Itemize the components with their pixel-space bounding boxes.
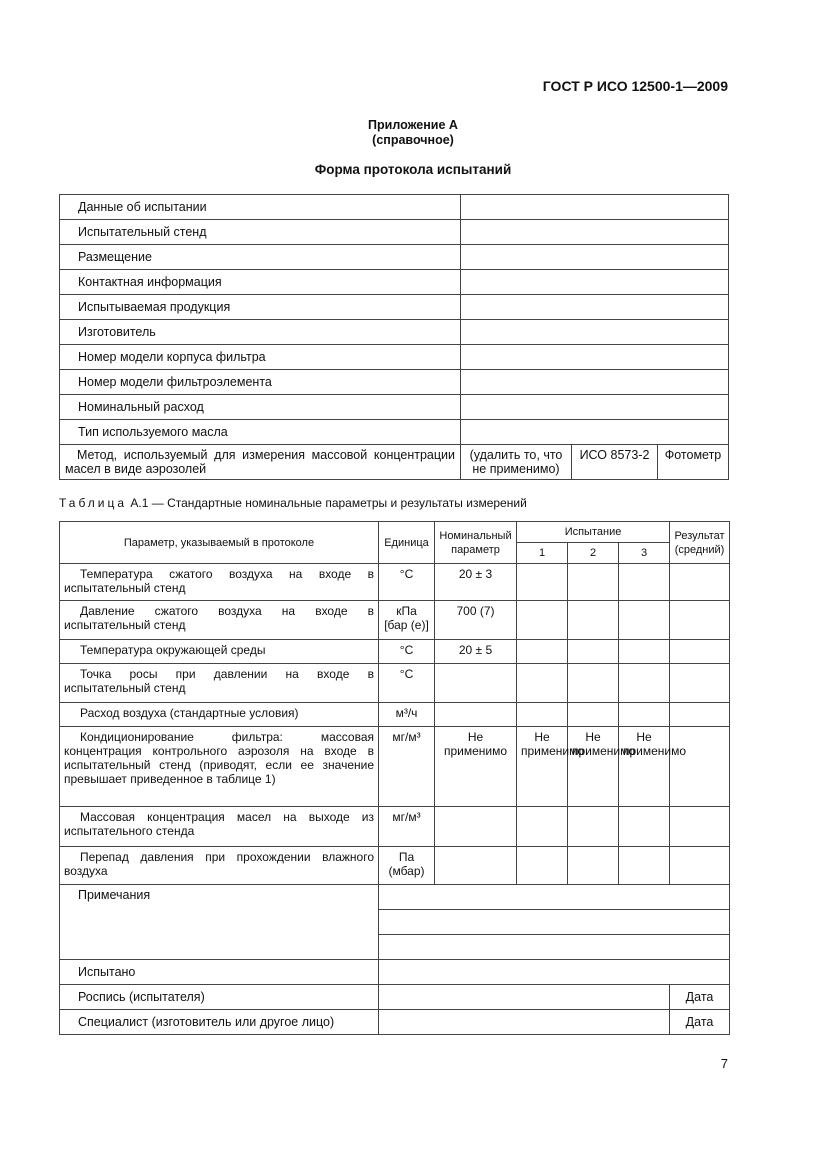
caption-prefix: Таблица [59, 496, 128, 510]
test-3-cell[interactable] [619, 807, 670, 847]
table-row [60, 420, 729, 445]
unit-cell: °С [379, 640, 435, 664]
specialist-field[interactable] [379, 1010, 670, 1035]
col-header-test-3: 3 [619, 543, 670, 564]
col-header-unit: Единица [379, 522, 435, 564]
method-note: (удалить то, что не применимо) [461, 445, 572, 480]
specialist-label: Специалист (изготовитель или другое лицо) [60, 1010, 379, 1035]
row-label: Номер модели корпуса фильтра [60, 345, 461, 370]
test-3-cell[interactable] [619, 703, 670, 727]
notes-line[interactable] [379, 935, 730, 960]
table-row [60, 564, 730, 601]
col-header-result: Результат (средний) [670, 522, 730, 564]
test-2-cell[interactable] [568, 601, 619, 640]
table-row [60, 960, 730, 985]
header-row [60, 522, 730, 543]
row-label: Номинальный расход [60, 395, 461, 420]
value-cell[interactable] [461, 420, 729, 445]
unit-cell: м³/ч [379, 703, 435, 727]
test-1-cell[interactable]: Не применимо [517, 727, 568, 807]
value-cell[interactable] [461, 320, 729, 345]
notes-line[interactable] [379, 910, 730, 935]
table-row [60, 985, 730, 1010]
param-cell: Массовая концентрация масел на выходе из испытательного стенда [60, 807, 379, 847]
table-row [60, 370, 729, 395]
table-row [60, 640, 730, 664]
table-row [60, 445, 729, 480]
test-1-cell[interactable] [517, 847, 568, 885]
table-row [60, 195, 729, 220]
table-row [60, 847, 730, 885]
notes-line[interactable] [379, 885, 730, 910]
result-cell[interactable] [670, 664, 730, 703]
tested-field[interactable] [379, 960, 730, 985]
col-header-test-2: 2 [568, 543, 619, 564]
table-row [60, 601, 730, 640]
result-cell[interactable] [670, 727, 730, 807]
test-3-cell[interactable] [619, 847, 670, 885]
test-2-cell[interactable] [568, 664, 619, 703]
method-label: Метод, используемый для измерения массовой концентрации масел в виде аэрозолей [60, 445, 461, 480]
test-3-cell[interactable] [619, 640, 670, 664]
value-cell[interactable] [461, 195, 729, 220]
test-1-cell[interactable] [517, 640, 568, 664]
test-2-cell[interactable] [568, 807, 619, 847]
table-row [60, 220, 729, 245]
nominal-cell [435, 664, 517, 703]
test-1-cell[interactable] [517, 601, 568, 640]
appendix-note: (справочное) [372, 133, 454, 147]
table-row [60, 807, 730, 847]
row-label: Номер модели фильтроэлемента [60, 370, 461, 395]
param-cell: Температура окружающей среды [60, 640, 379, 664]
nominal-cell: Не применимо [435, 727, 517, 807]
value-cell[interactable] [461, 345, 729, 370]
nominal-cell [435, 703, 517, 727]
table-row [60, 664, 730, 703]
row-label: Контактная информация [60, 270, 461, 295]
row-label: Испытываемая продукция [60, 295, 461, 320]
table-row [60, 395, 729, 420]
value-cell[interactable] [461, 370, 729, 395]
value-cell[interactable] [461, 395, 729, 420]
result-cell[interactable] [670, 807, 730, 847]
form-title: Форма протокола испытаний [314, 162, 512, 177]
date-label: Дата [670, 985, 730, 1010]
date-label: Дата [670, 1010, 730, 1035]
table-row [60, 295, 729, 320]
result-cell[interactable] [670, 847, 730, 885]
col-header-test-1: 1 [517, 543, 568, 564]
param-cell: Давление сжатого воздуха на входе в испытательный стенд [60, 601, 379, 640]
test-1-cell[interactable] [517, 703, 568, 727]
table-row [60, 703, 730, 727]
nominal-cell [435, 807, 517, 847]
nominal-cell: 700 (7) [435, 601, 517, 640]
value-cell[interactable] [461, 220, 729, 245]
row-label: Тип используемого масла [60, 420, 461, 445]
col-header-param: Параметр, указываемый в протоколе [60, 522, 379, 564]
param-cell: Расход воздуха (стандартные условия) [60, 703, 379, 727]
test-3-cell[interactable] [619, 564, 670, 601]
value-cell[interactable] [461, 245, 729, 270]
appendix-title: Приложение А [368, 118, 458, 132]
test-3-cell[interactable]: Не применимо [619, 727, 670, 807]
test-3-cell[interactable] [619, 601, 670, 640]
caption-text: А.1 — Стандартные номинальные параметры и результаты измерений [127, 496, 527, 510]
nominal-cell [435, 847, 517, 885]
table-row [60, 1010, 730, 1035]
unit-cell: °С [379, 664, 435, 703]
notes-label: Примечания [60, 885, 379, 960]
col-header-nominal: Номинальный параметр [435, 522, 517, 564]
unit-cell: °С [379, 564, 435, 601]
row-label: Данные об испытании [60, 195, 461, 220]
test-1-cell[interactable] [517, 564, 568, 601]
test-2-cell[interactable] [568, 847, 619, 885]
test-2-cell[interactable] [568, 564, 619, 601]
param-cell: Перепад давления при прохождении влажного воздуха [60, 847, 379, 885]
table-row [60, 885, 730, 910]
param-cell: Кондиционирование фильтра: массовая концентрация контрольного аэрозоля на входе в испытательный стенд (приводят, если ее значение превышает приведенное в таблице 1) [60, 727, 379, 807]
value-cell[interactable] [461, 295, 729, 320]
nominal-cell: 20 ± 5 [435, 640, 517, 664]
col-header-test: Испытание [517, 522, 670, 543]
row-label: Испытательный стенд [60, 220, 461, 245]
test-2-cell[interactable] [568, 703, 619, 727]
table-row [60, 727, 730, 807]
table-row [60, 245, 729, 270]
test-1-cell[interactable] [517, 807, 568, 847]
test-2-cell[interactable] [568, 640, 619, 664]
param-cell: Точка росы при давлении на входе в испытательный стенд [60, 664, 379, 703]
test-2-cell[interactable]: Не применимо [568, 727, 619, 807]
param-cell: Температура сжатого воздуха на входе в испытательный стенд [60, 564, 379, 601]
signature-label: Роспись (испытателя) [60, 985, 379, 1010]
parameters-table [59, 521, 730, 1035]
test-3-cell[interactable] [619, 664, 670, 703]
result-cell[interactable] [670, 703, 730, 727]
method-photometer-option[interactable]: Фотометр [658, 445, 729, 480]
table-row [60, 270, 729, 295]
unit-cell: кПа [бар (е)] [379, 601, 435, 640]
table-caption [59, 496, 527, 510]
unit-cell: Па (мбар) [379, 847, 435, 885]
row-label: Изготовитель [60, 320, 461, 345]
result-cell[interactable] [670, 564, 730, 601]
result-cell[interactable] [670, 640, 730, 664]
signature-field[interactable] [379, 985, 670, 1010]
method-iso-option[interactable]: ИСО 8573-2 [572, 445, 658, 480]
result-cell[interactable] [670, 601, 730, 640]
test-data-table [59, 194, 729, 480]
unit-cell: мг/м³ [379, 727, 435, 807]
nominal-cell: 20 ± 3 [435, 564, 517, 601]
table-row [60, 320, 729, 345]
test-1-cell[interactable] [517, 664, 568, 703]
document-header: ГОСТ Р ИСО 12500-1—2009 [542, 78, 728, 94]
unit-cell: мг/м³ [379, 807, 435, 847]
tested-label: Испытано [60, 960, 379, 985]
value-cell[interactable] [461, 270, 729, 295]
row-label: Размещение [60, 245, 461, 270]
table-row [60, 345, 729, 370]
page-number: 7 [720, 1056, 728, 1071]
